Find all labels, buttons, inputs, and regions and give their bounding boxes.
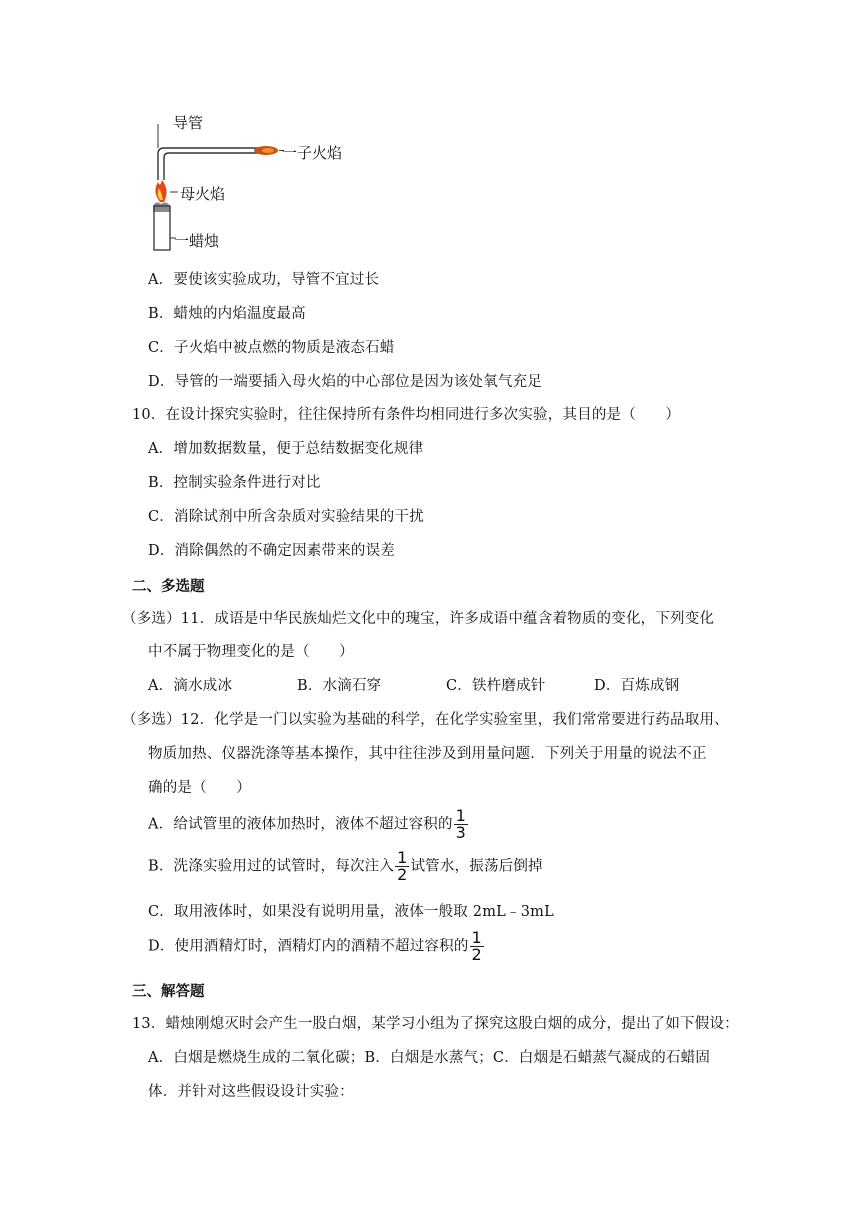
fraction xyxy=(470,930,484,963)
q11-option-c: C．铁杵磨成针 xyxy=(446,678,546,694)
q12-option-c: C．取用液体时，如果没有说明用量，液体一般取 2mL﹣3mL xyxy=(148,904,554,920)
fraction-numerator: 1 xyxy=(455,806,467,825)
q12-option-d xyxy=(148,930,485,963)
fraction xyxy=(395,850,409,883)
q10-stem: 10．在设计探究实验时，往往保持所有条件均相同进行多次实验，其目的是（ ） xyxy=(132,407,681,423)
q12-stem-line2: 物质加热、仪器洗涤等基本操作，其中往往涉及到用量问题．下列关于用量的说法不正 xyxy=(148,746,707,762)
fraction-numerator: 1 xyxy=(471,928,482,947)
fraction xyxy=(454,808,468,841)
q13-line3: 体．并针对这些假设设计实验： xyxy=(148,1084,354,1100)
candle-label: 一蜡烛 xyxy=(174,232,220,250)
q12-option-d-text: D．使用酒精灯时，酒精灯内的酒精不超过容积的 xyxy=(148,938,469,955)
q9-option-c: C．子火焰中被点燃的物质是液态石蜡 xyxy=(148,340,395,356)
mother-flame-label: 母火焰 xyxy=(180,185,226,203)
experiment-diagram xyxy=(140,110,370,260)
q9-option-b: B．蜡烛的内焰温度最高 xyxy=(148,306,306,322)
fraction-denominator: 3 xyxy=(455,823,467,842)
fraction-denominator: 2 xyxy=(471,945,482,964)
q13-line2: A．白烟是燃烧生成的二氧化碳；B．白烟是水蒸气；C．白烟是石蜡蒸气凝成的石蜡固 xyxy=(148,1050,711,1066)
q12-stem-line3: 确的是（ ） xyxy=(148,780,251,796)
fraction-denominator: 2 xyxy=(397,865,408,884)
q9-option-a: A．要使该实验成功，导管不宜过长 xyxy=(148,272,380,288)
q12-option-a xyxy=(148,808,469,841)
tube-label: 导管 xyxy=(173,114,204,132)
q11-option-b: B．水滴石穿 xyxy=(297,678,382,694)
q12-option-b xyxy=(148,850,543,883)
q10-option-d: D．消除偶然的不确定因素带来的误差 xyxy=(148,543,396,559)
q11-stem-line1: （多选）11．成语是中华民族灿烂文化中的瑰宝，许多成语中蕴含着物质的变化，下列变化 xyxy=(122,611,715,627)
q10-option-b: B．控制实验条件进行对比 xyxy=(148,475,321,491)
fraction-numerator: 1 xyxy=(397,848,408,867)
q10-option-a: A．增加数据数量，便于总结数据变化规律 xyxy=(148,441,424,457)
q11-option-a: A．滴水成冰 xyxy=(148,678,233,694)
section-title-answer-questions: 三、解答题 xyxy=(132,983,205,1000)
q12-option-b-text-post: 试管水，振荡后倒掉 xyxy=(410,858,543,875)
q11-stem-line2: 中不属于物理变化的是（ ） xyxy=(148,644,354,660)
q12-option-b-text-pre: B．洗涤实验用过的试管时，每次注入 xyxy=(148,858,395,875)
q9-option-d: D．导管的一端要插入母火焰的中心部位是因为该处氧气充足 xyxy=(148,374,543,390)
q12-stem-line1: （多选）12．化学是一门以实验为基础的科学，在化学实验室里，我们常常要进行药品取用、 xyxy=(122,712,729,728)
q11-option-d: D．百炼成钢 xyxy=(594,678,680,694)
q10-option-c: C．消除试剂中所含杂质对实验结果的干扰 xyxy=(148,509,424,525)
section-title-multi-choice: 二、多选题 xyxy=(132,578,205,595)
child-flame-label: 一子火焰 xyxy=(282,144,343,162)
q12-option-a-text: A．给试管里的液体加热时，液体不超过容积的 xyxy=(148,816,453,833)
q13-line1: 13．蜡烛刚熄灭时会产生一股白烟，某学习小组为了探究这股白烟的成分，提出了如下假设： xyxy=(132,1016,739,1032)
